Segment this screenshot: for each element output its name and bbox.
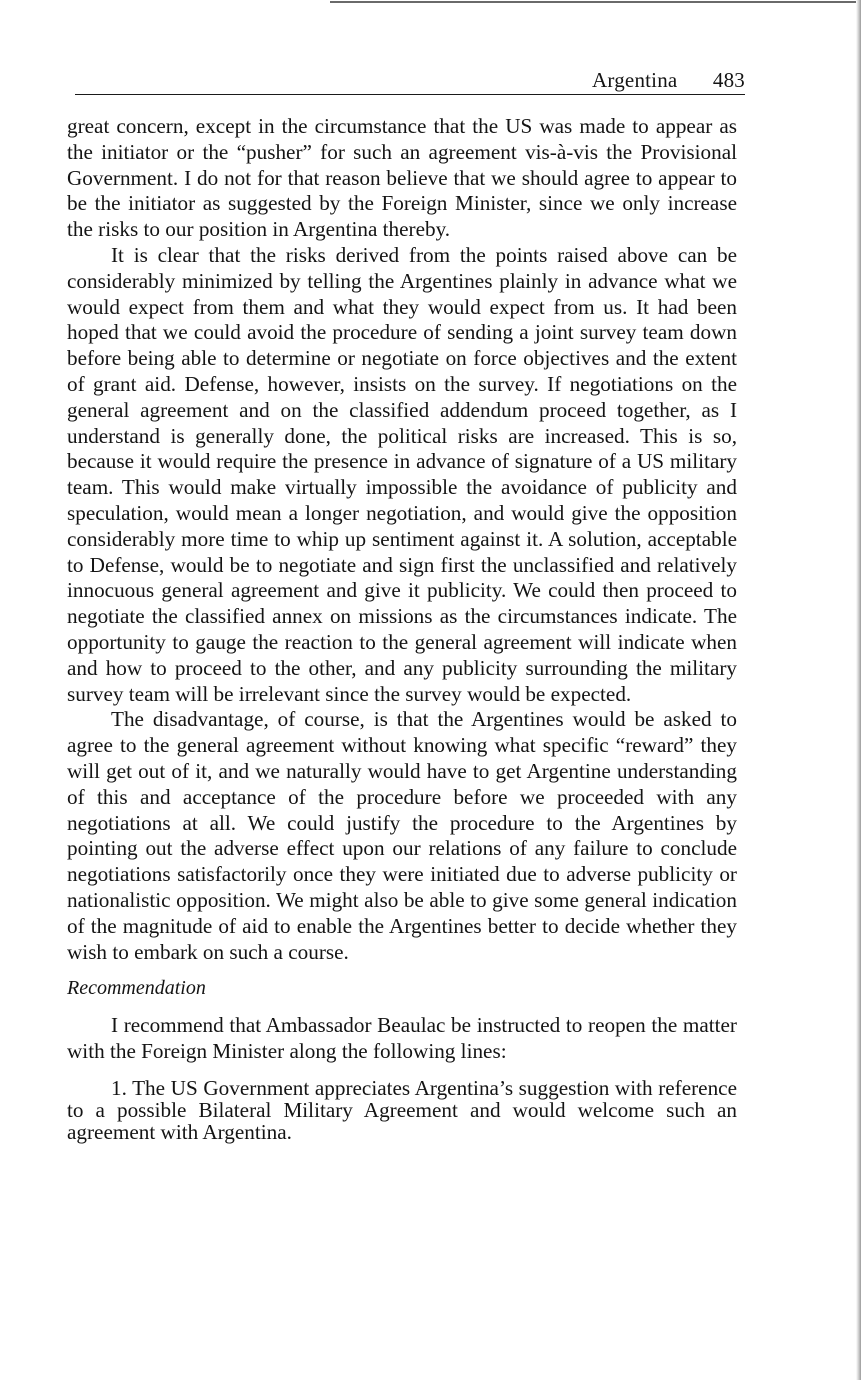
page-binding-edge [856,0,861,1380]
header-title: Argentina [592,68,678,92]
section-heading-recommendation: Recommendation [67,977,206,1000]
paragraph-disadvantage: The disadvantage, of course, is that the Argentines would be asked to agree to the general agreement without knowing what specific “reward” they will get out of it, and we naturally would have to get Argentine understanding of this and acceptance of the procedure before we proceeded with any negotiations at all. We could justify the procedure to the Argentines by pointing out the adverse effect upon our relations of any failure to conclude negotiations satisfactorily once they were initiated due to adverse publicity or nationalistic opposition. We might also be able to give some general indication of the magnitude of aid to enable the Argentines better to decide whether they wish to embark on such a course. [67,707,737,964]
paragraph-risks: It is clear that the risks derived from the points raised above can be considerably minimized by telling the Argentines plainly in advance what we would expect from them and what they would expect from us. It had been hoped that we could avoid the procedure of sending a joint survey team down before being able to determine or negotiate on force objectives and the extent of grant aid. Defense, however, insists on the survey. If negotiations on the general agreement and on the classified addendum proceed together, as I understand is generally done, the political risks are increased. This is so, because it would require the presence in advance of signature of a US military team. This would make virtually impossible the avoidance of publicity and speculation, would mean a longer negotiation, and would give the opposition considerably more time to whip up sentiment against it. A solution, acceptable to Defense, would be to negotiate and sign first the unclassified and relatively innocuous general agreement and give it publicity. We could then proceed to negotiate the classified annex on missions as the circumstances indicate. The opportunity to gauge the reaction to the general agreement will indicate when and how to proceed to the other, and any publicity surrounding the military survey team will be irrelevant since the survey would be expected. [67,242,737,706]
paragraph-recommend: I recommend that Ambassador Beaulac be instructed to reopen the matter with the Foreign Minister along the following lines: [67,1013,737,1064]
numbered-item-1: 1. The US Government appreciates Argentina’s suggestion with reference to a possible Bilateral Military Agreement and would welcome such an agreement with Argentina. [67,1075,737,1144]
body-text [67,114,737,1143]
page-number: 483 [712,68,745,92]
top-edge-rule [330,1,861,3]
running-header [75,66,745,95]
paragraph-continuation: great concern, except in the circumstance that the US was made to appear as the initiator or the “pusher” for such an agreement vis-à-vis the Provisional Government. I do not for that reason believe that we should agree to appear to be the initiator as suggested by the Foreign Minister, since we only increase the risks to our position in Argentina thereby. [67,114,737,242]
